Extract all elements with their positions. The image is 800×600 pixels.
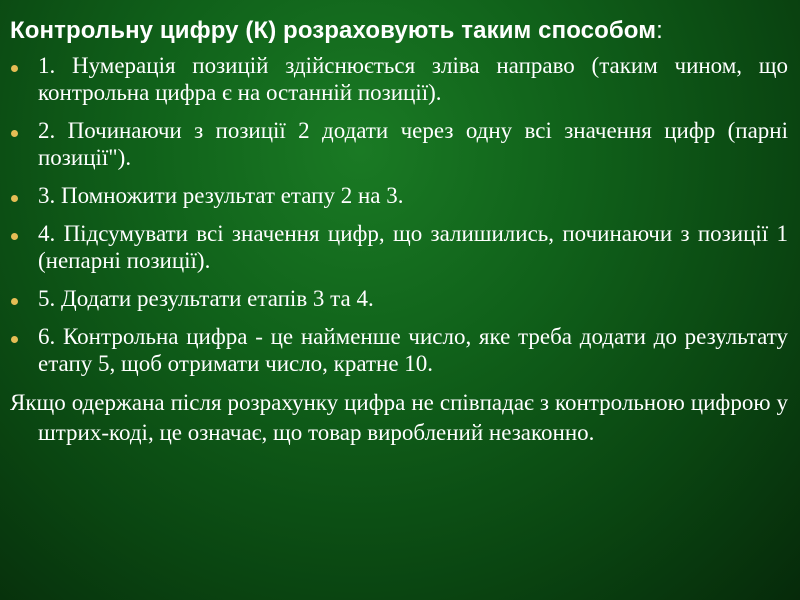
list-item-text: 1. Нумерація позицій здійснюється зліва направо (таким чином, що контрольна цифра є на останній позиції). xyxy=(38,53,788,105)
slide-title-text: Контрольну цифру (К) розраховують таким способом xyxy=(10,17,657,44)
bullet-dot-icon xyxy=(11,336,18,343)
bullet-dot-icon xyxy=(11,298,18,305)
list-item-text: 5. Додати результати етапів 3 та 4. xyxy=(38,286,374,311)
list-item xyxy=(10,52,788,106)
list-item xyxy=(10,117,788,171)
list-item xyxy=(10,323,788,377)
list-item xyxy=(10,285,788,312)
list-item-text: 3. Помножити результат етапу 2 на 3. xyxy=(38,183,404,208)
bullet-dot-icon xyxy=(11,65,18,72)
bullet-dot-icon xyxy=(11,195,18,202)
bullet-dot-icon xyxy=(11,130,18,137)
list-item-text: 2. Починаючи з позиції 2 додати через одну всі значення цифр (парні позиції"). xyxy=(38,118,788,170)
steps-list xyxy=(10,52,788,377)
bullet-dot-icon xyxy=(11,233,18,240)
slide-title-colon: : xyxy=(656,17,663,44)
list-item xyxy=(10,220,788,274)
slide-title xyxy=(10,16,788,46)
list-item-text: 4. Підсумувати всі значення цифр, що залишились, починаючи з позиції 1 (непарні позиції). xyxy=(38,221,788,273)
conclusion-note: Якщо одержана після розрахунку цифра не співпадає з контрольною цифрою у штрих-коді, це означає, що товар вироблений незаконно. xyxy=(10,390,788,445)
list-item-text: 6. Контрольна цифра - це найменше число, яке треба додати до результату етапу 5, щоб отримати число, кратне 10. xyxy=(38,324,788,376)
list-item xyxy=(10,182,788,209)
